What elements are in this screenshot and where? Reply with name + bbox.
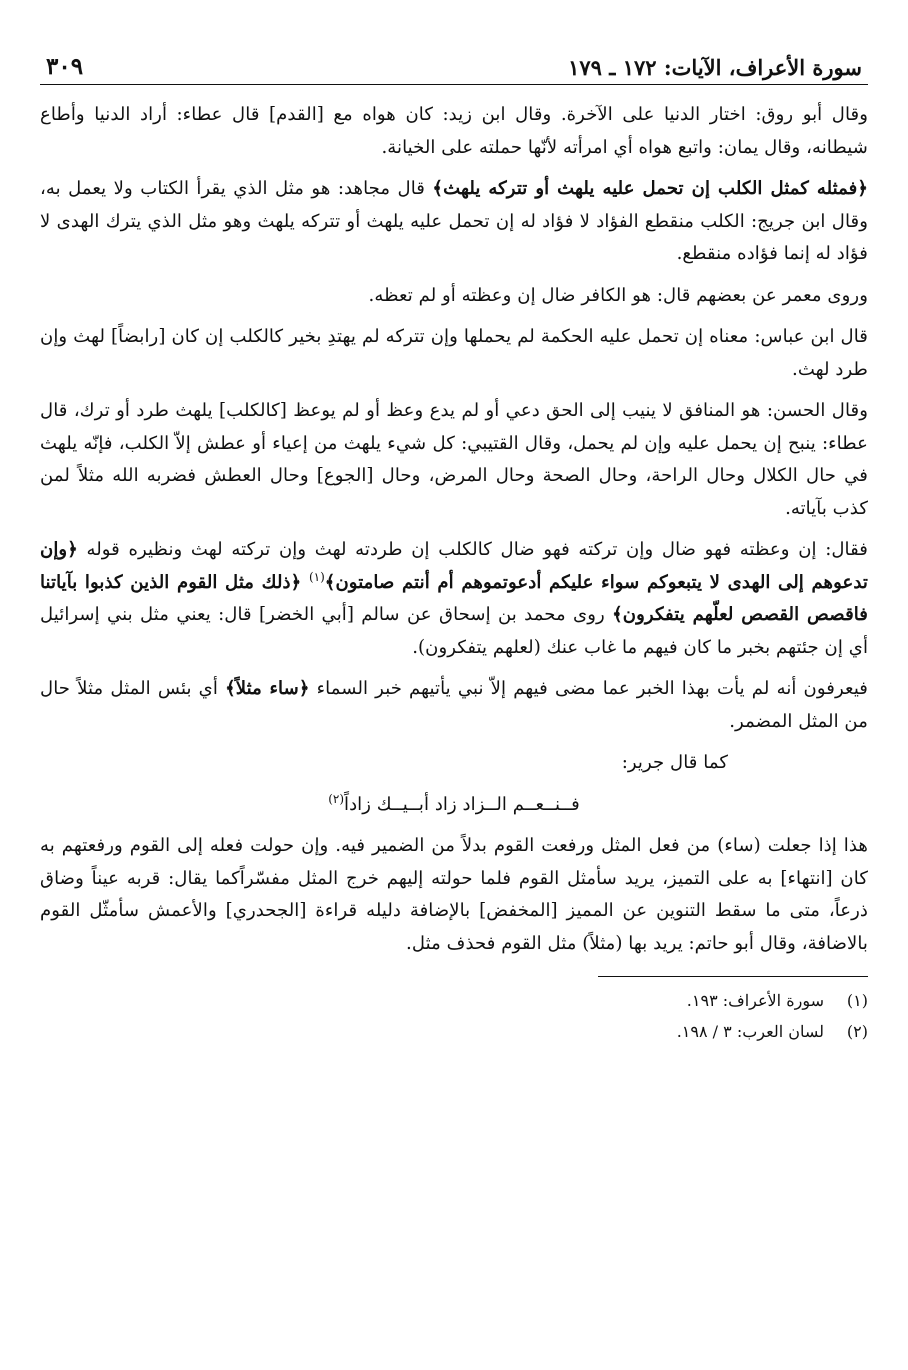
quran-quote: ﴿ذلك مثل القوم الذين كذبوا بآياتنا فاقصص القصص لعلّهم يتفكرون﴾ — [40, 571, 868, 625]
paragraph-7-text-a: فيعرفون أنه لم يأت بهذا الخبر عما مضى فيهم إلاّ نبي يأتيهم خبر السماء — [309, 678, 868, 699]
page-body — [40, 99, 868, 960]
quran-quote: ﴿ساء مثلاً﴾ — [225, 678, 310, 699]
footnote-ref-1: (١) — [308, 569, 325, 584]
paragraph-8: هذا إذا جعلت (ساء) من فعل المثل ورفعت القوم بدلاً من الضمير فيه. وإن حولت فعله إلى القوم ورفعتهم به كان [انتهاء] به على التميز، يريد سأمثل القوم فلما حولته إليهم خرج المثل مفسّراًكما يقال: قربه عيناً وضاق ذرعاً، متى ما سقط التنوين عن المميز [المخفض] بالإضافة دليله قراءة [الجحدري] والأعمش سأمثّل القوم بالاضافة، وقال أبو حاتم: يريد بها (مثلاً) مثل القوم فحذف مثل. — [40, 835, 868, 954]
quran-quote: ﴿وإن تدعوهم إلى الهدى لا يتبعوكم سواء عليكم أدعوتموهم أم أنتم صامتون﴾ — [40, 539, 868, 593]
running-title: سورة الأعراف، الآيات: ١٧٢ ـ ١٧٩ — [568, 55, 862, 80]
footnote — [40, 1016, 868, 1047]
footnote-text: سورة الأعراف: ١٩٣. — [686, 991, 824, 1010]
paragraph-2-text: قال مجاهد: هو مثل الذي يقرأ الكتاب ولا يعمل به، وقال ابن جريج: الكلب منقطع الفؤاد لا فؤاد له إن تحمل عليه يلهث أو تتركه يلهث وهو مثل الذي يترك الهدى لا فؤاد له إنما فؤاده منقطع. — [40, 178, 868, 264]
paragraph-6-text-a: فقال: إن وعظته فهو ضال وإن تركته فهو ضال كالكلب إن طردته لهث وإن تركته لهث ونظيره قوله — [77, 539, 868, 560]
page-number: ٣٠٩ — [46, 53, 84, 80]
poem-verse — [40, 789, 868, 822]
paragraph-5: وقال الحسن: هو المنافق لا ينيب إلى الحق دعي أو لم يدع وعظ أو لم يوعظ [كالكلب] يلهث طرد أو ترك، قال عطاء: ينبح إن يحمل عليه وإن لم يحمل، وقال القتيبي: كل شيء يلهث من إعياء أو عطش إلاّ الكلب، فإنّه يلهث في حال الكلال وحال الراحة، وحال الصحة وحال المرض، وحال [الجوع] وحال العطش فضربه الله مثلاً لمن كذب بآياته. — [40, 400, 868, 519]
paragraph-2 — [40, 173, 868, 271]
page-header — [40, 46, 868, 85]
paragraph-7-text-b: أي بئس المثل مثلاً حال من المثل المضمر. — [40, 678, 868, 732]
footnote-number: (٢) — [846, 1022, 868, 1041]
verse-text: فــنــعــم الــزاد زاد أبــيــك زاداً — [344, 793, 580, 815]
footnote-number: (١) — [846, 991, 868, 1010]
footnote-text: لسان العرب: ٣ / ١٩٨. — [676, 1022, 824, 1041]
footnotes — [40, 985, 868, 1047]
quran-quote: ﴿فمثله كمثل الكلب إن تحمل عليه يلهث أو تتركه يلهث﴾ — [432, 178, 868, 199]
paragraph-4: قال ابن عباس: معناه إن تحمل عليه الحكمة لم يحملها وإن تتركه لم يهتدِ بخير كالكلب إن كان [رابضاً] لهث وإن طرد لهث. — [40, 326, 868, 380]
footnote-ref-2: (٢) — [328, 791, 345, 806]
footnote — [40, 985, 868, 1016]
footnote-divider — [598, 976, 868, 977]
poem-intro: كما قال جرير: — [621, 752, 728, 773]
paragraph-6-text-b: روى محمد بن إسحاق عن سالم [أبي الخضر] قال: يعني مثل بني إسرائيل أي إن جئتهم بخبر ما كان فيهم ما غاب عنك (لعلهم يتفكرون). — [40, 604, 868, 658]
paragraph-1: وقال أبو روق: اختار الدنيا على الآخرة. وقال ابن زيد: كان هواه مع [القدم] قال عطاء: أراد الدنيا وأطاع شيطانه، وقال يمان: واتبع هواه أي امرأته لأنّها حملته على الخيانة. — [40, 104, 868, 158]
paragraph-3: وروى معمر عن بعضهم قال: هو الكافر ضال إن وعظته أو لم تعظه. — [368, 284, 868, 306]
paragraph-7 — [40, 673, 868, 738]
paragraph-6 — [40, 534, 868, 664]
